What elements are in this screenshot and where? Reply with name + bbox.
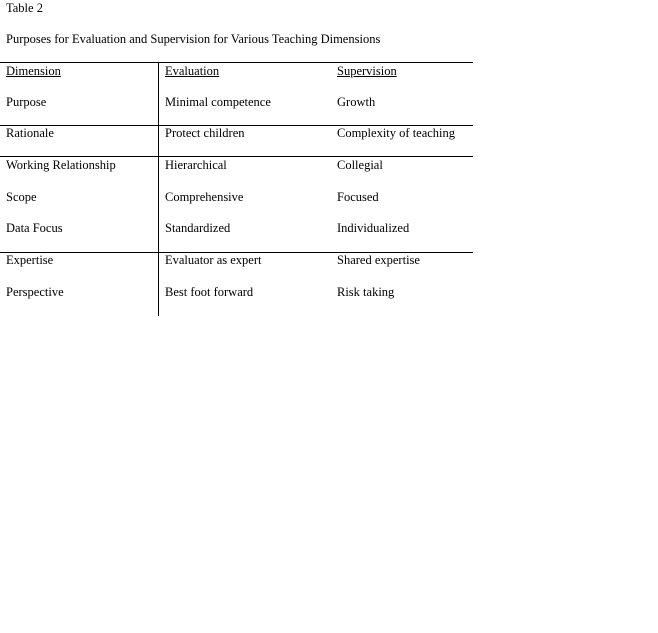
- table-cell: Expertise: [6, 253, 54, 267]
- table-number: Table 2: [6, 1, 43, 15]
- table-cell: Data Focus: [6, 221, 63, 235]
- table-cell: Comprehensive: [165, 190, 244, 204]
- table-cell: Evaluator as expert: [165, 253, 262, 267]
- table-cell: Protect children: [165, 126, 245, 140]
- table-cell: Shared expertise: [337, 253, 420, 267]
- table-cell: Best foot forward: [165, 285, 254, 299]
- column-header-evaluation: Evaluation: [165, 64, 220, 78]
- column-header-dimension: Dimension: [6, 64, 61, 78]
- table-cell: Purpose: [6, 95, 47, 109]
- data-table: [0, 62, 473, 316]
- table-cell: Standardized: [165, 221, 231, 235]
- table-cell: Focused: [337, 190, 379, 204]
- column-header-supervision: Supervision: [337, 64, 397, 78]
- table-cell: Complexity of teaching: [337, 126, 456, 140]
- table-title: Purposes for Evaluation and Supervision for Various Teaching Dimensions: [6, 32, 381, 46]
- table-cell: Working Relationship: [6, 158, 116, 172]
- table-cell: Hierarchical: [165, 158, 227, 172]
- table-cell: Individualized: [337, 221, 410, 235]
- table-cell: Risk taking: [337, 285, 395, 299]
- table-cell: Growth: [337, 95, 376, 109]
- table-cell: Scope: [6, 190, 37, 204]
- column-divider: [158, 62, 159, 316]
- table-cell: Collegial: [337, 158, 383, 172]
- table-top-border: [0, 62, 473, 63]
- table-cell: Minimal competence: [165, 95, 271, 109]
- table-cell: Rationale: [6, 126, 54, 140]
- table-cell: Perspective: [6, 285, 64, 299]
